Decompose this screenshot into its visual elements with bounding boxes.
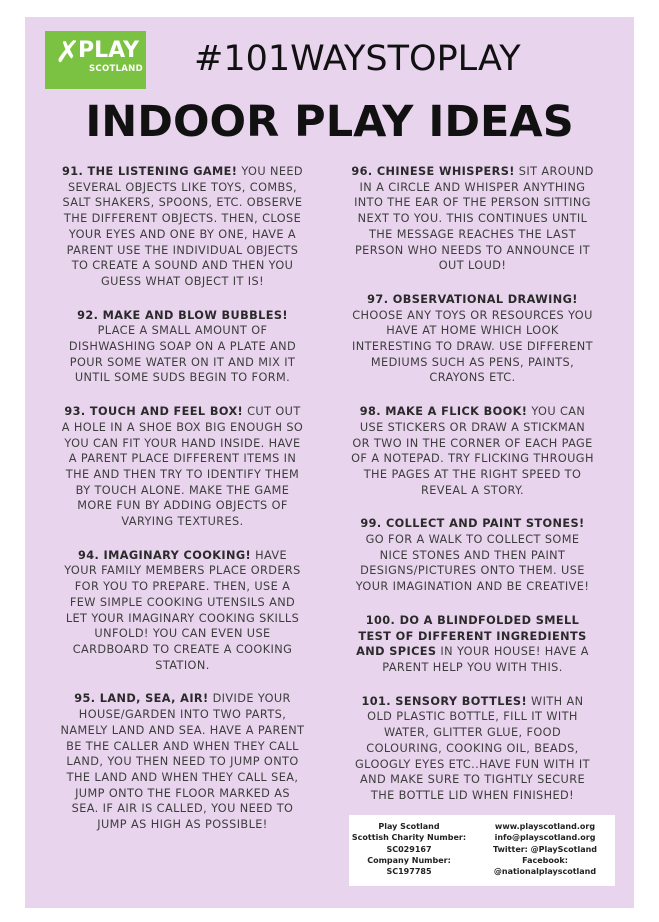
idea-body: YOU NEED SEVERAL OBJECTS LIKE TOYS, COMBS, SALT SHAKERS, SPOONS, ETC. OBSERVE THE DIFFERENT OBJECTS. THEN, CLOSE YOUR EYES AND ONE BY ONE, HAVE A PARENT USE THE INDIVIDUAL OBJECTS TO CREATE A SOUND AND THEN YOU GUESS WHAT OBJECT IT IS! (62, 165, 304, 288)
idea-98 (350, 404, 595, 498)
ideas-left-column (60, 164, 305, 851)
footer-charity-number: SC029167 (386, 844, 432, 854)
idea-93 (60, 404, 305, 530)
footer-charity-label: Scottish Charity Number: (351, 833, 467, 843)
idea-body: DIVIDE YOUR HOUSE/GARDEN INTO TWO PARTS, NAMELY LAND AND SEA. HAVE A PARENT BE THE CALLER AND WHEN THEY CALL LAND, YOU THEN NEED TO JUMP ONTO THE LAND AND WHEN THEY CALL SEA, JUMP ONTO THE FLOOR MARKED AS SEA. IF AIR IS CALLED, YOU NEED TO JUMP AS HIGH AS POSSIBLE! (60, 692, 305, 832)
idea-title: 97. OBSERVATIONAL DRAWING! (367, 292, 578, 306)
footer-website-link[interactable]: www.playscotland.org (494, 822, 596, 831)
play-scotland-logo (45, 31, 146, 89)
ideas-right-column (350, 164, 595, 822)
idea-body: IN YOUR HOUSE! HAVE A PARENT HELP YOU WITH THIS. (382, 645, 589, 674)
idea-title: 92. MAKE AND BLOW BUBBLES! (77, 308, 288, 322)
footer-company-label: Company Number: (367, 855, 451, 865)
footer-org-name: Play Scotland (378, 822, 440, 831)
idea-97 (350, 292, 595, 386)
idea-title: 99. COLLECT AND PAINT STONES! (360, 517, 585, 531)
idea-title: 91. THE LISTENING GAME! (61, 165, 238, 178)
footer-contact-details (475, 821, 615, 877)
idea-91 (60, 164, 305, 290)
idea-title: 96. CHINESE WHISPERS! (351, 165, 515, 178)
idea-body: SIT AROUND IN A CIRCLE AND WHISPER ANYTHING INTO THE EAR OF THE PERSON SITTING NEXT TO YOU. THIS CONTINUES UNTIL THE MESSAGE REACHES THE LAST PERSON WHO NEEDS TO ANNOUNCE IT OUT LOUD! (354, 165, 594, 273)
idea-title: 98. MAKE A FLICK BOOK! (359, 405, 528, 419)
idea-body: YOU CAN USE STICKERS OR DRAW A STICKMAN OR TWO IN THE CORNER OF EACH PAGE OF A NOTEPAD. TRY FLICKING THROUGH THE PAGES AT THE RIGHT SPEED TO REVEAL A STORY. (351, 405, 594, 497)
idea-title: 100. DO A BLINDFOLDED SMELL TEST OF DIFFERENT INGREDIENTS AND SPICES (356, 613, 587, 659)
footer-twitter-link[interactable]: Twitter: @PlayScotland (492, 844, 598, 854)
idea-94 (60, 548, 305, 674)
idea-100 (350, 613, 595, 676)
idea-title: 101. SENSORY BOTTLES! (361, 694, 528, 708)
footer-email-link[interactable]: info@playscotland.org (494, 833, 596, 843)
idea-101 (350, 694, 595, 804)
idea-title: 93. TOUCH AND FEEL BOX! (64, 405, 244, 419)
idea-body: WITH AN OLD PLASTIC BOTTLE, FILL IT WITH WATER, GLITTER GLUE, FOOD COLOURING, COOKING OIL, BEADS, GLOOGLY EYES ETC..HAVE FUN WITH IT AND MAKE SURE TO TIGHTLY SECURE THE BOTTLE LID WHEN FINISHED! (355, 694, 590, 802)
logo-word: PLAY (78, 38, 139, 63)
idea-92 (60, 308, 305, 387)
hashtag-heading: #101WAYSTOPLAY (194, 39, 521, 79)
page-title: INDOOR PLAY IDEAS (85, 97, 574, 147)
logo-subword: SCOTLAND (89, 64, 143, 74)
idea-95 (60, 691, 305, 832)
idea-body: GO FOR A WALK TO COLLECT SOME NICE STONES AND THEN PAINT DESIGNS/PICTURES ONTO THEM. USE YOUR IMAGINATION AND BE CREATIVE! (355, 533, 590, 594)
footer-company-number: SC197785 (386, 867, 432, 877)
idea-body: CUT OUT A HOLE IN A SHOE BOX BIG ENOUGH SO YOU CAN FIT YOUR HAND INSIDE. HAVE A PARENT PLACE DIFFERENT ITEMS IN THE AND THEN TRY TO IDENTIFY THEM BY TOUCH ALONE. MAKE THE GAME MORE FUN BY ADDING OBJECTS OF VARYING TEXTURES. (61, 405, 304, 529)
footer-facebook-link[interactable]: @nationalplayscotland (493, 867, 597, 877)
idea-body: HAVE YOUR FAMILY MEMBERS PLACE ORDERS FOR YOU TO PREPARE. THEN, USE A FEW SIMPLE COOKING UTENSILS AND LET YOUR IMAGINARY COOKING SKILLS UNFOLD! YOU CAN EVEN USE CARDBOARD TO CREATE A COOKING STATION. (64, 548, 301, 672)
idea-body: CHOOSE ANY TOYS OR RESOURCES YOU HAVE AT HOME WHICH LOOK INTERESTING TO DRAW. USE DIFFERENT MEDIUMS SUCH AS PENS, PAINTS, CRAYONS ETC. (352, 308, 593, 385)
idea-title: 95. LAND, SEA, AIR! (74, 692, 209, 706)
contact-footer (349, 815, 615, 886)
idea-body: PLACE A SMALL AMOUNT OF DISHWASHING SOAP ON A PLATE AND POUR SOME WATER ON IT AND MIX IT UNTIL SOME SUDS BEGIN TO FORM. (68, 324, 297, 385)
child-figure-icon: ✗ (55, 35, 81, 70)
footer-org-details (349, 821, 469, 877)
idea-96 (350, 164, 595, 274)
idea-99 (350, 516, 595, 595)
idea-title: 94. IMAGINARY COOKING! (77, 548, 252, 562)
footer-facebook-label: Facebook: (522, 855, 568, 865)
